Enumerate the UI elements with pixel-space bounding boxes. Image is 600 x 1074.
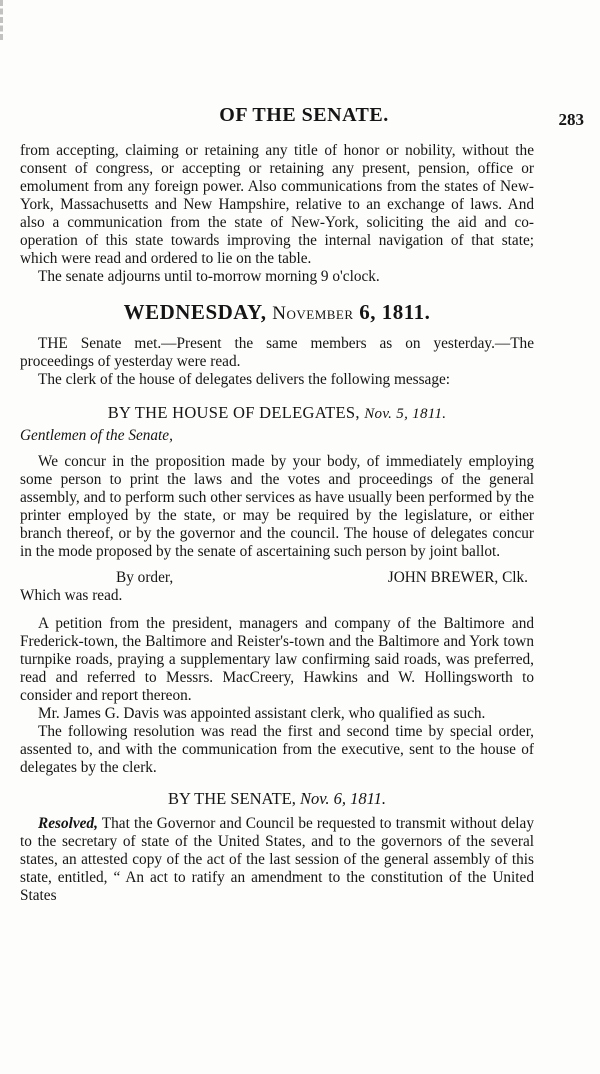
page-number: 283 (558, 110, 584, 129)
resolution-heading-title: BY THE SENATE, (167, 789, 296, 808)
message-heading (20, 403, 534, 423)
senate-met-paragraph: THE Senate met.—Present the same members as on yesterday.—The proceedings of yesterday were read. (20, 335, 534, 370)
date-heading-month: November (272, 303, 354, 324)
page-header (20, 102, 588, 132)
petition-paragraph: A petition from the president, managers and company of the Baltimore and Frederick-town, the Baltimore and Reister's-town and the Baltimore and York town turnpike roads, praying a supplementary law confirming said roads, was preferred, read and referred to Messrs. MacCreery, Hawkins and W. Hollingsworth to consider and report thereon. (20, 615, 534, 704)
message-heading-title: BY THE HOUSE OF DELEGATES, (107, 403, 360, 422)
resolution-heading-date: Nov. 6, 1811. (299, 789, 386, 808)
resolution-intro-paragraph: The following resolution was read the first and second time by special order, assented to, and with the communication from the executive, sent to the house of delegates by the clerk. (20, 723, 534, 776)
signature-line (20, 569, 534, 587)
resolved-paragraph (20, 815, 534, 905)
message-heading-date: Nov. 5, 1811. (364, 406, 447, 422)
date-heading-date: 6, 1811. (359, 300, 431, 324)
adjourn-paragraph: The senate adjourns until to-morrow morning 9 o'clock. (38, 268, 380, 285)
date-heading-day-name: WEDNESDAY, (123, 300, 267, 324)
salutation: Gentlemen of the Senate, (20, 427, 173, 444)
date-heading (20, 300, 534, 325)
which-read: Which was read. (20, 587, 123, 604)
davis-paragraph: Mr. James G. Davis was appointed assistant clerk, who qualified as such. (38, 705, 486, 722)
page-body (20, 142, 534, 905)
clerk-delivers-paragraph: The clerk of the house of delegates delivers the following message: (38, 371, 451, 388)
resolved-text: That the Governor and Council be requested to transmit without delay to the secretary of state of the United States, and to the governors of the several states, an attested copy of the act of the last session of the general assembly of this state, entitled, “ An act to ratify an amendment to the constitution of the United States (20, 815, 534, 904)
continued-paragraph: from accepting, claiming or retaining any title of honor or nobility, without the consent of congress, or accepting or retaining any present, pension, office or emolument from any foreign power. Also communications from the states of New-York, Massachusetts and New Hampshire, relative to an exchange of laws. And also a communication from the state of New-York, soliciting the aid and co-operation of this state towards improving the internal navigation of that state; which were read and ordered to lie on the table. (20, 142, 534, 267)
message-body: We concur in the proposition made by your body, of immediately employing some person to print the laws and the votes and proceedings of the general assembly, and to perform such other services as have usually been performed by the printer employed by the state, or may be required by the legislature, or either branch thereof, or by the governor and the council. The house of delegates concur in the mode proposed by the senate of ascertaining such person by joint ballot. (20, 453, 534, 560)
running-head: OF THE SENATE. (219, 104, 389, 126)
resolution-heading (20, 789, 534, 809)
page-edge-mark (0, 0, 9, 40)
clerk-signature: JOHN BREWER, Clk. (387, 569, 528, 586)
by-order: By order, (116, 569, 174, 586)
resolved-label: Resolved, (38, 815, 98, 832)
